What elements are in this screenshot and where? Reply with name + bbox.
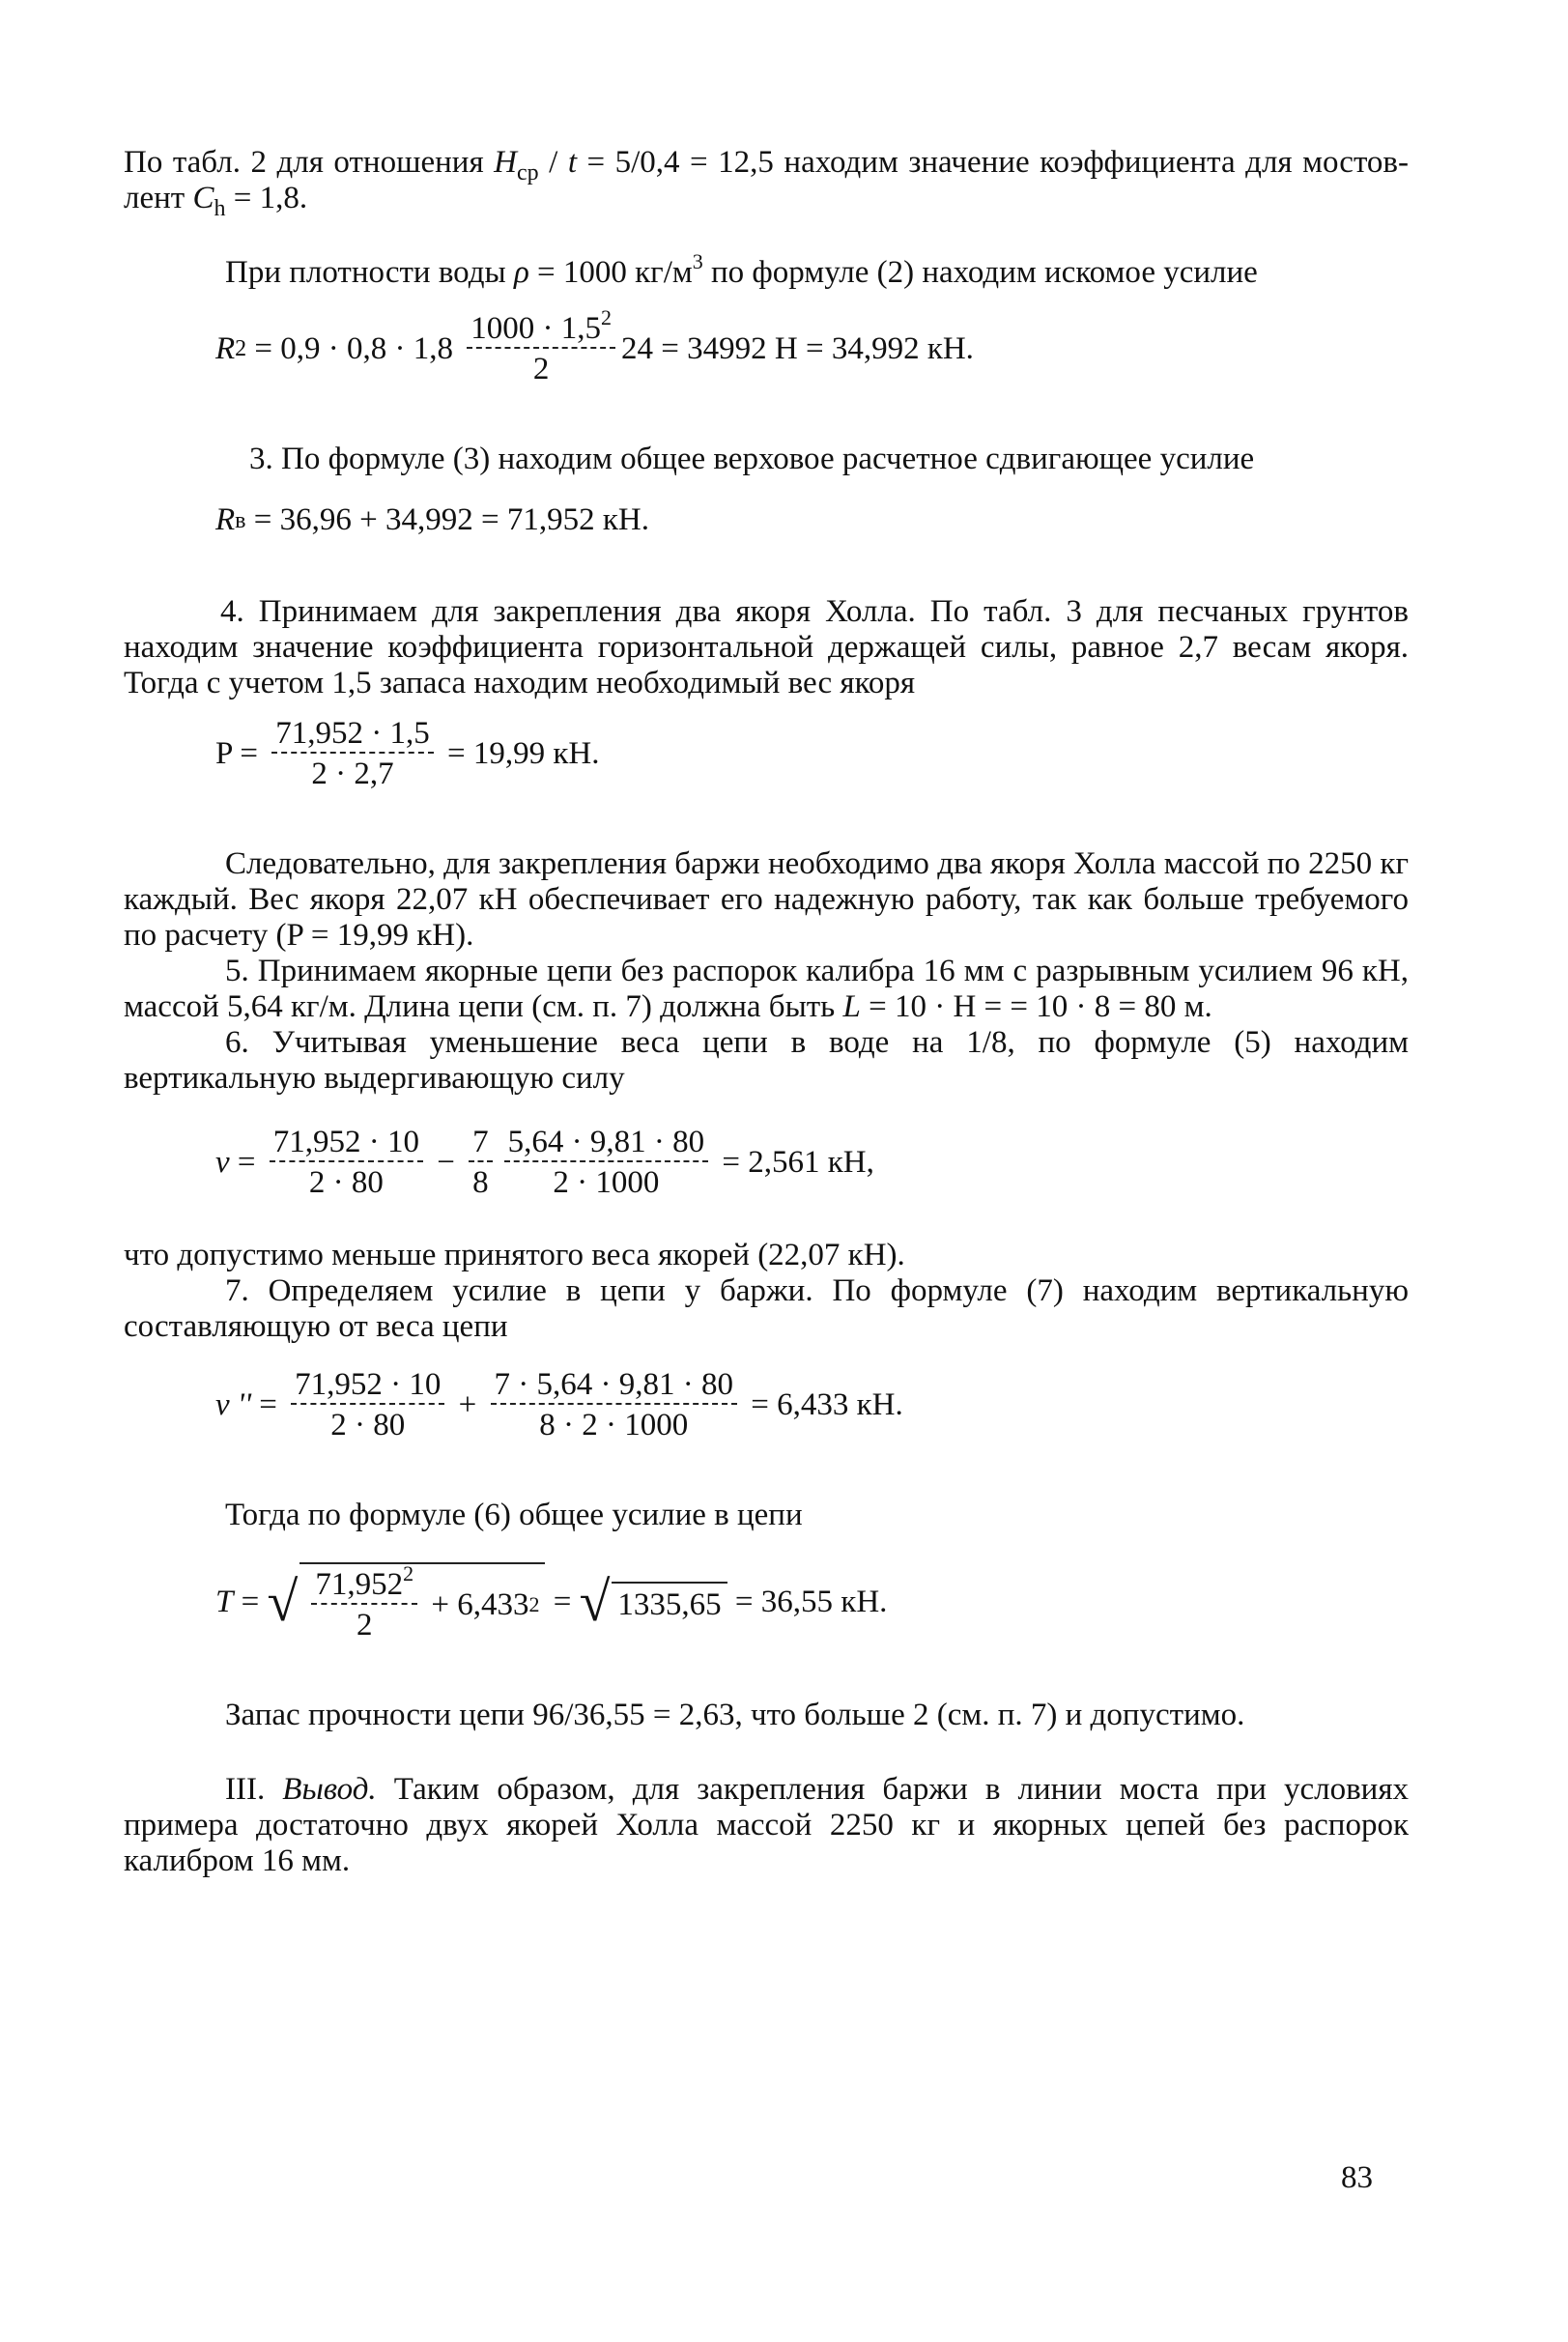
text: Тогда по формуле (6) общее усилие в цепи <box>225 1498 803 1532</box>
fraction <box>311 1561 417 1642</box>
text: P = <box>215 735 267 771</box>
var-v: v '' <box>215 1386 252 1422</box>
equation-rv: R в = 36,96 + 34,992 = 71,952 кН. <box>215 502 649 537</box>
text: + 6,433 <box>423 1586 529 1622</box>
page-number: 83 <box>1341 2160 1373 2195</box>
square-root: √ $\frac{71,952^2}{2}$ + 6,433 2 <box>267 1562 545 1642</box>
fraction <box>467 305 615 386</box>
text: = 5/0,4 = 12,5 находим значение коэффициента для мостов-лент <box>124 145 1410 215</box>
text: = 36,96 + 34,992 = 71,952 кН. <box>245 502 649 537</box>
text: 4. Принимаем для закрепления два якоря Холла. По табл. 3 для песчаных грунтов находим значение коэффициента горизонтальной держащей силы, равное 2,7 весам якоря. Тогда с учетом 1,5 запаса находим необходимый вес якоря <box>124 594 1409 700</box>
numerator: 71,952 <box>315 1567 404 1602</box>
numerator: 5,64 · 9,81 · 80 <box>504 1126 708 1162</box>
superscript: 3 <box>692 249 703 273</box>
text: Следовательно, для закрепления баржи необходимо два якоря Холла массой по 2250 кг каждый. Вес якоря 22,07 кН обеспечивает его надежную работу, так как больше требуемого по расчету (P = 19,99 кН). <box>124 846 1409 953</box>
text: = 0,9 · 0,8 · 1,8 <box>246 330 462 366</box>
text: = <box>251 1386 286 1422</box>
text: = 6,433 кН. <box>742 1386 903 1422</box>
var-c: C <box>192 181 214 215</box>
superscript: 2 <box>601 305 613 329</box>
paragraph-item-6 <box>124 1025 1409 1097</box>
fraction <box>469 1126 493 1199</box>
radical-sign: √ <box>267 1570 299 1633</box>
var-v: v <box>215 1144 230 1180</box>
section-number: III. <box>225 1772 283 1807</box>
subscript: ср <box>517 160 539 186</box>
text: по формуле (2) находим искомое усилие <box>702 255 1258 290</box>
equation-v <box>215 1126 1409 1199</box>
text: − <box>429 1144 464 1180</box>
var-l: L <box>842 989 861 1024</box>
radicand: 1335,65 <box>617 1586 722 1622</box>
paragraph-item-3 <box>124 442 1409 477</box>
text: 7. Определяем усилие в цепи у баржи. По формуле (7) находим вертикальную составляющую от веса цепи <box>124 1273 1409 1344</box>
equation-t <box>215 1562 1409 1642</box>
fraction <box>291 1368 444 1442</box>
numerator: 71,952 · 10 <box>291 1368 444 1405</box>
text: + <box>450 1386 485 1422</box>
subscript: h <box>214 196 226 221</box>
paragraph-item-4 <box>124 594 1409 701</box>
denominator: 8 · 2 · 1000 <box>539 1408 689 1442</box>
text: = 1,8. <box>225 181 308 215</box>
var-r: R <box>215 502 236 537</box>
text: = 19,99 кН. <box>439 735 600 771</box>
numerator: 71,952 · 1,5 <box>271 717 434 754</box>
text: = <box>229 1144 264 1180</box>
denominator: 2 <box>532 352 550 386</box>
text: 3. По формуле (3) находим общее верховое расчетное сдвигающее усилие <box>249 442 1255 476</box>
equation-p <box>215 717 1409 790</box>
paragraph-density <box>124 249 1409 291</box>
text: 6. Учитывая уменьшение веса цепи в воде на 1/8, по формуле (5) находим вертикальную выдергивающую силу <box>124 1025 1409 1096</box>
paragraph-safety-factor <box>124 1698 1409 1733</box>
text: = 2,561 кН, <box>714 1144 874 1180</box>
paragraph-total-force <box>124 1498 1409 1533</box>
square-root <box>579 1570 727 1633</box>
var-h: H <box>494 145 517 180</box>
text: = 1000 кг/м <box>528 255 693 290</box>
fraction <box>271 717 434 790</box>
text: = 10 · H = = 10 · 8 = 80 м. <box>860 989 1212 1024</box>
text: По табл. 2 для отношения <box>124 145 495 180</box>
denominator: 2 <box>356 1608 373 1642</box>
numerator: 7 · 5,64 · 9,81 · 80 <box>491 1368 737 1405</box>
var-r: R <box>215 330 236 366</box>
numerator: 1000 · 1,5 <box>470 311 602 346</box>
fraction <box>491 1368 737 1442</box>
var-rho: ρ <box>513 255 529 290</box>
radical-sign: √ <box>579 1570 611 1633</box>
var-t: T <box>215 1584 234 1619</box>
numerator: 71,952 · 10 <box>270 1126 423 1162</box>
denominator: 8 <box>472 1165 489 1200</box>
text: что допустимо меньше принятого веса якорей (22,07 кН). <box>124 1238 905 1272</box>
text: / <box>538 145 568 180</box>
text: 5. Принимаем якорные цепи без распорок калибра 16 мм с разрывным усилием 96 кН, массой 5,64 кг/м. Длина цепи (см. п. 7) должна быть <box>124 954 1409 1024</box>
numerator: 7 <box>469 1126 493 1162</box>
text: = <box>233 1584 268 1619</box>
fraction <box>504 1126 708 1199</box>
section-title: Вывод. <box>282 1772 377 1807</box>
denominator: 2 · 80 <box>330 1408 406 1442</box>
denominator: 2 · 2,7 <box>311 757 394 791</box>
paragraph-permissible <box>124 1238 1409 1273</box>
paragraph-item-7 <box>124 1273 1409 1345</box>
paragraph-item-5 <box>124 954 1409 1025</box>
fraction <box>270 1126 423 1199</box>
var-t: t <box>567 145 578 180</box>
denominator: 2 · 1000 <box>553 1165 660 1200</box>
text: 24 = 34992 Н = 34,992 кН. <box>621 330 974 366</box>
denominator: 2 · 80 <box>308 1165 384 1200</box>
text: Запас прочности цепи 96/36,55 = 2,63, что больше 2 (см. п. 7) и допустимо. <box>225 1698 1245 1732</box>
equation-v2 <box>215 1368 1409 1442</box>
paragraph-conclusion-anchor <box>124 846 1409 954</box>
paragraph-conclusion <box>124 1772 1409 1879</box>
paragraph-ratio <box>124 145 1410 221</box>
superscript: 2 <box>403 1561 414 1585</box>
text: = 36,55 кН. <box>727 1584 888 1619</box>
page-content <box>124 145 1409 1879</box>
equation-r2: R 2 = 0,9 · 0,8 · 1,8 $\frac{1000 \cdot 1,5^2}{2}$ 24 = 34992 Н = 34,992 кН. <box>215 305 974 386</box>
text: При плотности воды <box>225 255 514 290</box>
text: Таким образом, для закрепления баржи в линии моста при условиях примера достаточно двух якорей Холла массой 2250 кг и якорных цепей без распорок калибром 16 мм. <box>124 1772 1409 1878</box>
text: = <box>545 1584 580 1619</box>
